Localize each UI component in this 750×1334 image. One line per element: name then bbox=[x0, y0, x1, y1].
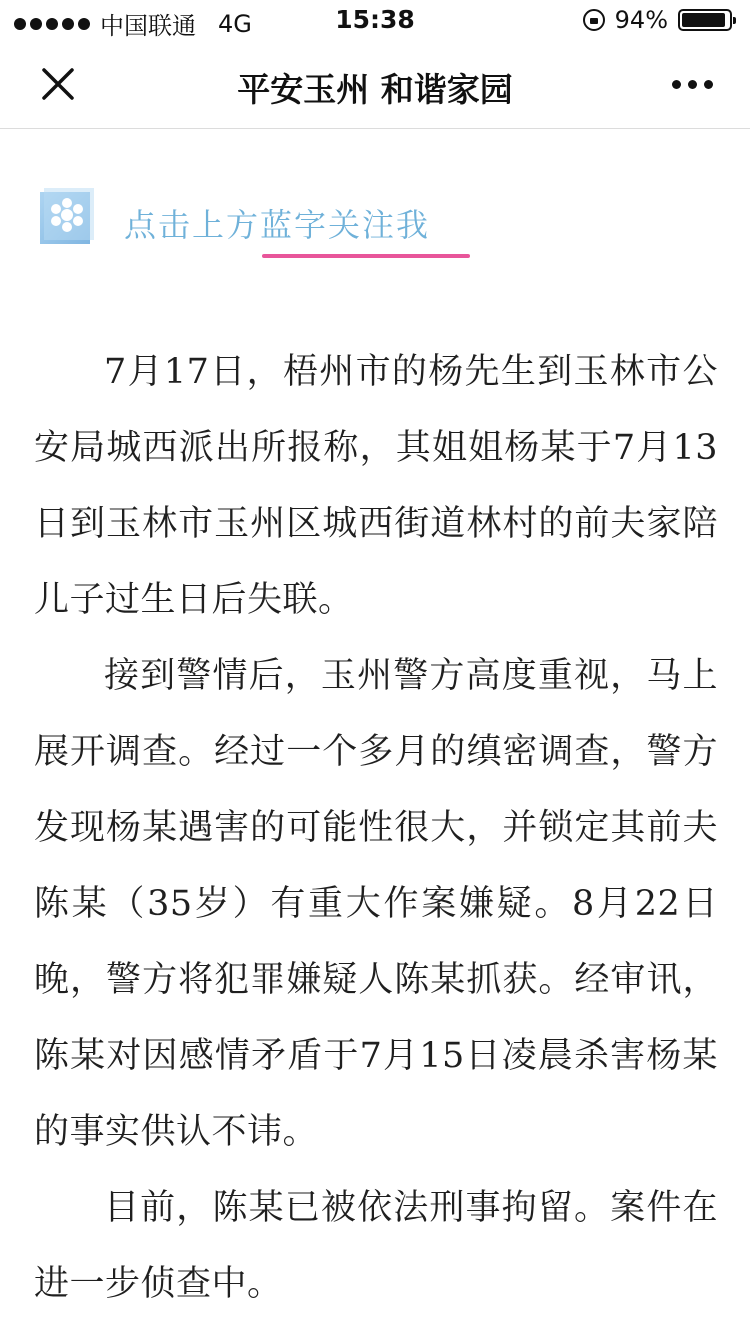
more-button[interactable] bbox=[668, 66, 716, 102]
article-body bbox=[34, 334, 718, 1322]
status-time: 15:38 bbox=[335, 5, 415, 34]
nav-bar bbox=[0, 40, 750, 129]
follow-banner[interactable] bbox=[36, 186, 516, 266]
article-paragraph: 目前，陈某已被依法刑事拘留。案件在进一步侦查中。 bbox=[34, 1188, 718, 1304]
network-label: 4G bbox=[218, 9, 252, 38]
snowflake-badge-icon bbox=[36, 188, 94, 248]
carrier-label: 中国联通 bbox=[100, 12, 196, 40]
status-bar bbox=[0, 0, 750, 40]
follow-underline bbox=[262, 254, 470, 258]
rotation-lock-icon bbox=[583, 9, 605, 31]
article-paragraph: 接到警情后，玉州警方高度重视，马上展开调查。经过一个多月的缜密调查，警方发现杨某遇害的可能性很大，并锁定其前夫陈某（35岁）有重大作案嫌疑。8月22日晚，警方将犯罪嫌疑人陈某抓获。经审讯，陈某对因感情矛盾于7月15日凌晨杀害杨某的事实供认不讳。 bbox=[34, 656, 718, 1152]
article-paragraph: 7月17日，梧州市的杨先生到玉林市公安局城西派出所报称，其姐姐杨某于7月13日到玉林市玉州区城西街道林村的前夫家陪儿子过生日后失联。 bbox=[34, 352, 718, 620]
page-title: 平安玉州 和谐家园 bbox=[237, 70, 513, 109]
battery-percent: 94% bbox=[614, 6, 668, 34]
battery-icon bbox=[678, 9, 732, 31]
status-right bbox=[583, 6, 732, 34]
more-icon bbox=[672, 80, 681, 89]
follow-text[interactable]: 点击上方蓝字关注我 bbox=[124, 206, 431, 244]
